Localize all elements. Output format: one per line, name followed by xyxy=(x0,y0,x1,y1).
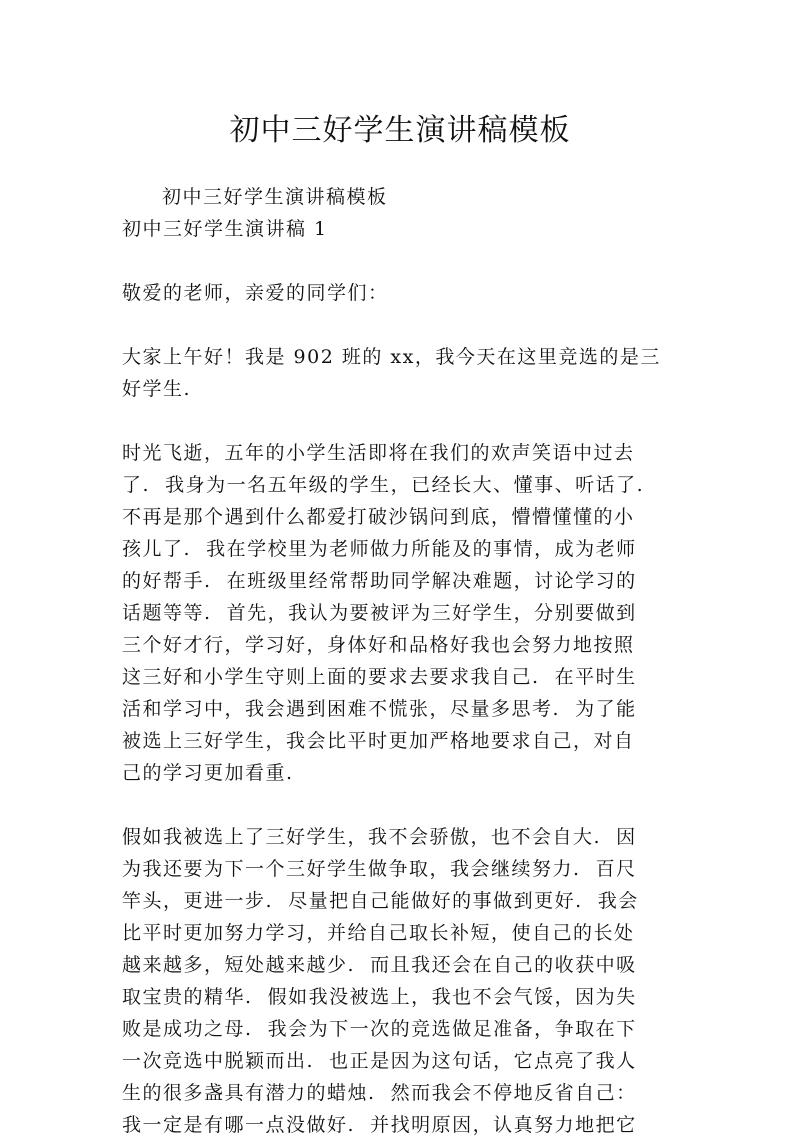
paragraph-line: 为我还要为下一个三好学生做争取，我会继续努力. 百尺 xyxy=(122,858,637,880)
paragraph-line: 这三好和小学生守则上面的要求去要求我自己. 在平时生 xyxy=(122,666,637,688)
paragraph-line: 的好帮手. 在班级里经常帮助同学解决难题，讨论学习的 xyxy=(122,570,637,592)
paragraph-line: 好学生. xyxy=(122,378,192,400)
subtitle-line: 初中三好学生演讲稿模板 xyxy=(162,186,388,208)
paragraph-line: 败是成功之母. 我会为下一次的竞选做足准备，争取在下 xyxy=(122,1018,637,1040)
sub-heading: 初中三好学生演讲稿 1 xyxy=(122,218,328,240)
paragraph-gap xyxy=(122,405,672,437)
paragraph-line: 大家上午好！我是 902 班的 xx，我今天在这里竞选的是三 xyxy=(122,346,661,368)
paragraph-line: 生的很多盏具有潜力的蜡烛. 然而我会不停地反省自己： xyxy=(122,1082,637,1104)
document-title: 初中三好学生演讲稿模板 xyxy=(229,113,571,148)
paragraph-line: 一次竞选中脱颖而出. 也正是因为这句话，它点亮了我人 xyxy=(122,1050,637,1072)
paragraph-line: 取宝贵的精华. 假如我没被选上，我也不会气馁，因为失 xyxy=(122,986,637,1008)
greeting: 敬爱的老师，亲爱的同学们： xyxy=(122,282,389,304)
paragraph-gap xyxy=(122,789,672,821)
paragraph-line: 比平时更加努力学习，并给自己取长补短，使自己的长处 xyxy=(122,922,635,944)
paragraph-line: 活和学习中，我会遇到困难不慌张，尽量多思考. 为了能 xyxy=(122,698,637,720)
paragraph-line: 话题等等. 首先，我认为要被评为三好学生，分别要做到 xyxy=(122,602,637,624)
paragraph-line: 不再是那个遇到什么都爱打破沙锅问到底，懵懵懂懂的小 xyxy=(122,506,635,528)
paragraph-line: 孩儿了. 我在学校里为老师做力所能及的事情，成为老师 xyxy=(122,538,637,560)
paragraph-gap xyxy=(122,245,672,277)
paragraph-line: 越来越多，短处越来越少. 而且我还会在自己的收获中吸 xyxy=(122,954,637,976)
paragraph-line: 时光飞逝，五年的小学生活即将在我们的欢声笑语中过去 xyxy=(122,442,635,464)
paragraph-line: 三个好才行，学习好，身体好和品格好我也会努力地按照 xyxy=(122,634,635,656)
paragraph-line: 假如我被选上了三好学生，我不会骄傲，也不会自大. 因 xyxy=(122,826,637,848)
paragraph-line: 己的学习更加看重. xyxy=(122,762,294,784)
document-body xyxy=(122,181,672,1141)
paragraph-2 xyxy=(122,437,672,789)
paragraph-gap xyxy=(122,309,672,341)
paragraph-1 xyxy=(122,341,672,405)
paragraph-line: 竿头，更进一步. 尽量把自己能做好的事做到更好. 我会 xyxy=(122,890,639,912)
paragraph-line: 被选上三好学生，我会比平时更加严格地要求自己，对自 xyxy=(122,730,635,752)
paragraph-line: 了. 我身为一名五年级的学生，已经长大、懂事、听话了. xyxy=(122,474,645,496)
paragraph-line: 我一定是有哪一点没做好. 并找明原因，认真努力地把它 xyxy=(122,1114,637,1136)
paragraph-3 xyxy=(122,821,672,1141)
